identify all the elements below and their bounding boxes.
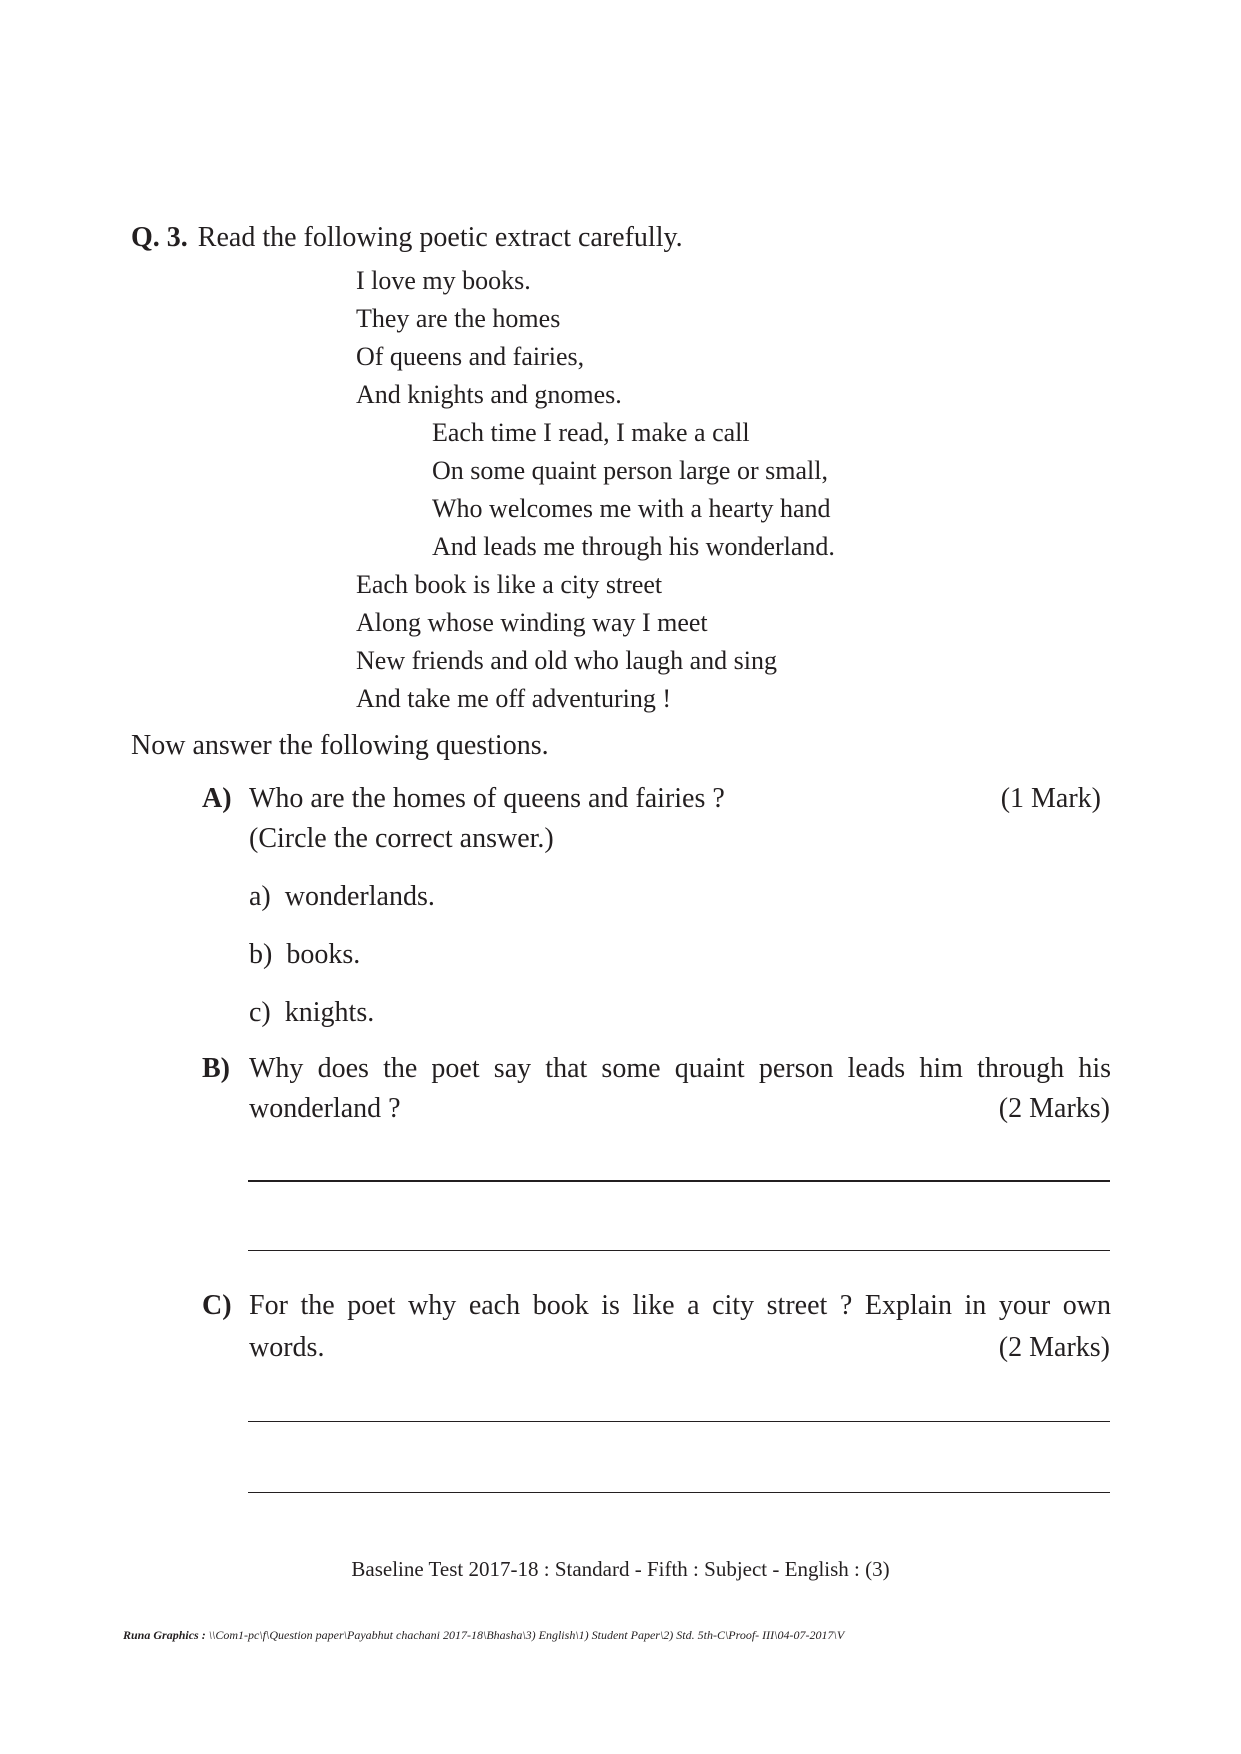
option-text: knights. [284,997,375,1028]
question-prompt: Read the following poetic extract carefully. [197,222,683,253]
print-credit [123,1628,844,1643]
part-c-marks: (2 Marks) [998,1332,1110,1363]
part-c-question-cont: words. [249,1332,325,1363]
credit-path: \\Com1-pc\f\Question paper\Payabhut chachani 2017-18\Bhasha\3) English\1) Student Paper\2) Std. 5th-C\Proof- III\04-07-2017\V [208,1628,845,1642]
part-a-marks: (1 Mark) [1000,783,1101,814]
answer-line[interactable] [248,1180,1110,1182]
option-c[interactable] [249,997,374,1029]
poem-line: I love my books. [356,266,531,295]
instruction: Now answer the following questions. [131,730,549,761]
part-a-letter: A) [202,783,232,814]
poem-line: Each time I read, I make a call [432,418,750,447]
poem-line: And leads me through his wonderland. [432,532,835,561]
poem-line: Along whose winding way I meet [356,608,708,637]
answer-line[interactable] [248,1250,1110,1251]
option-text: books. [286,939,361,970]
poem-line: Who welcomes me with a hearty hand [432,494,831,523]
part-c-letter: C) [202,1290,232,1321]
option-text: wonderlands. [284,881,435,912]
part-c-question: For the poet why each book is like a city street ? Explain in your own [249,1290,1111,1321]
poem-line: Each book is like a city street [356,570,663,599]
part-a-instruction: (Circle the correct answer.) [249,823,554,854]
poem-line: And knights and gnomes. [356,380,622,409]
part-a-question: Who are the homes of queens and fairies ? [249,783,725,814]
poem-line: And take me off adventuring ! [356,684,672,713]
option-b[interactable] [249,939,360,971]
poem-line: On some quaint person large or small, [432,456,828,485]
page-footer: Baseline Test 2017-18 : Standard - Fifth : Subject - English : (3) [351,1557,890,1581]
poem-line: They are the homes [356,304,561,333]
part-b-question: Why does the poet say that some quaint person leads him through his [249,1053,1111,1084]
part-b-question-cont: wonderland ? [249,1093,401,1124]
question-number: Q. 3. [131,222,188,253]
poem-line: New friends and old who laugh and sing [356,646,777,675]
credit-label: Runa Graphics : [123,1628,206,1642]
part-b-marks: (2 Marks) [998,1093,1110,1124]
poem-line: Of queens and fairies, [356,342,585,371]
option-letter: a) [249,881,271,912]
option-a[interactable] [249,881,435,913]
option-letter: c) [249,997,271,1028]
part-b-letter: B) [202,1053,230,1084]
answer-line[interactable] [248,1492,1110,1493]
option-letter: b) [249,939,273,970]
answer-line[interactable] [248,1421,1110,1422]
question-heading [131,222,683,254]
